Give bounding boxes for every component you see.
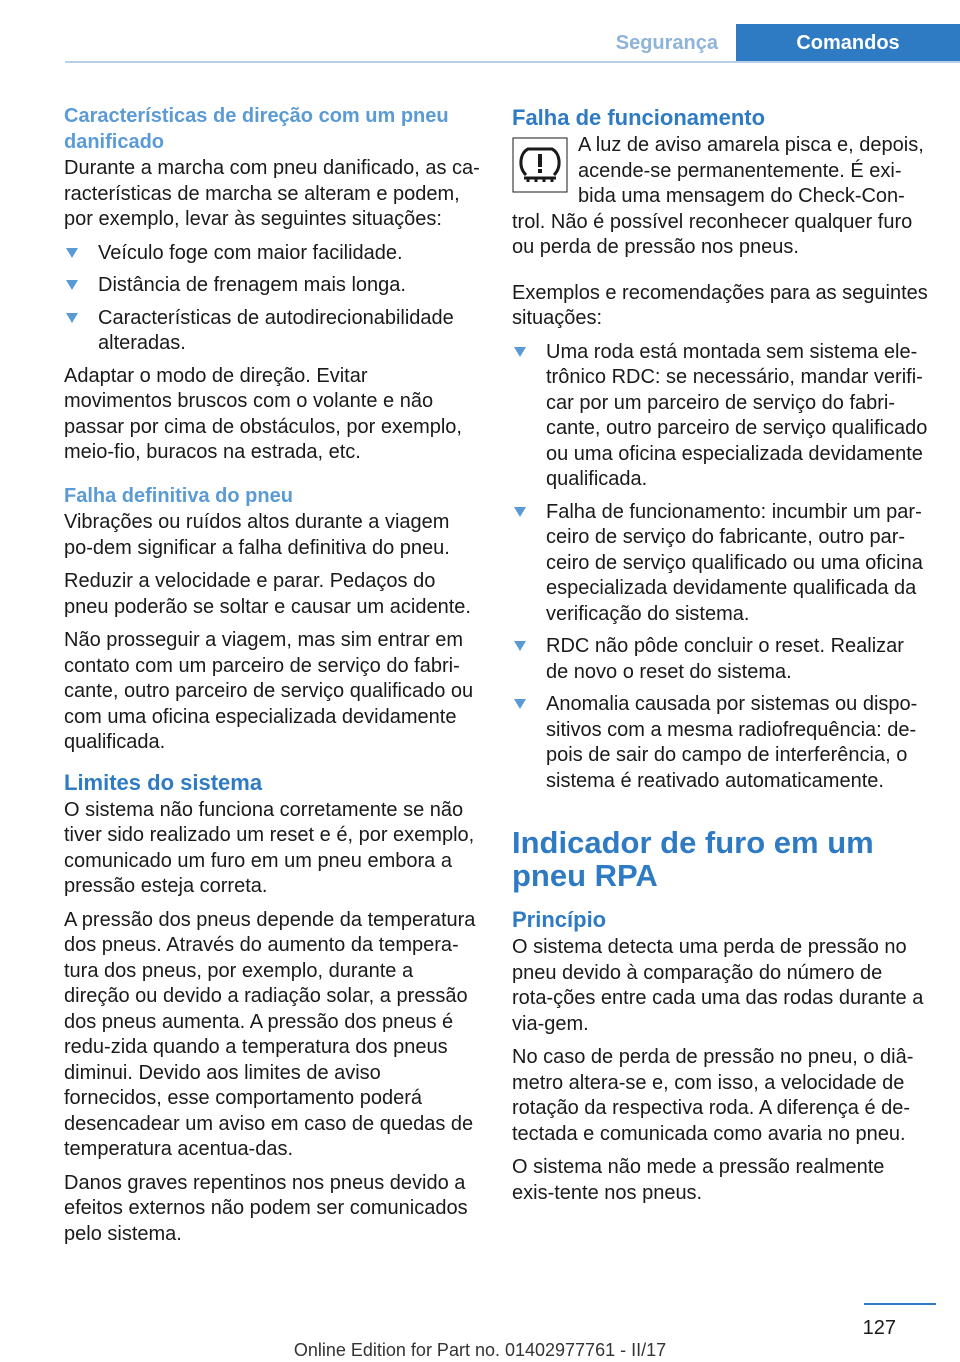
triangle-down-icon xyxy=(66,248,78,258)
list-item: RDC não pôde concluir o reset. Realizar de novo o reset do sistema. xyxy=(512,634,928,685)
triangle-down-icon xyxy=(514,641,526,651)
paragraph-principle-2: No caso de perda de pressão no pneu, o diâ-metro altera-se e, com isso, a velocidade de rotação da respectiva roda. A diferença é de-tectada e comunicada como avaria no pneu. xyxy=(512,1046,914,1145)
bullet-list-examples xyxy=(512,340,928,795)
paragraph-principle-3: O sistema não mede a pressão realmente exis-tente nos pneus. xyxy=(512,1156,885,1204)
paragraph-limits-1: O sistema não funciona corretamente se não tiver sido realizado um reset e é, por exemplo, comunicado um furo em um pneu embora a pressão esteja correta. xyxy=(64,798,475,897)
list-item: Características de autodirecionabilidade alteradas. xyxy=(64,306,480,357)
list-item: Falha de funcionamento: incumbir um par-ceiro de serviço do fabricante, outro par-ceiro de serviço qualificado ou uma oficina especializada devidamente qualificada da verificação do sistema. xyxy=(512,500,928,628)
heading-steering-characteristics: Características de direção com um pneu danificado xyxy=(64,105,449,153)
malfunction-block xyxy=(512,133,928,269)
paragraph-malfunction: A luz de aviso amarela pisca e, depois, acende-se permanentemente. É exi-bida uma mensagem do Check-Con-trol. Não é possível reconhecer qualquer furo ou perda de pressão nos pneus. xyxy=(512,134,924,258)
header-rule xyxy=(65,61,960,63)
bullet-list-steering xyxy=(64,241,480,357)
triangle-down-icon xyxy=(514,699,526,709)
paragraph-failure-2: Reduzir a velocidade e parar. Pedaços do pneu poderão se soltar e causar um acidente. xyxy=(64,570,471,618)
heading-system-limits: Limites do sistema xyxy=(64,769,263,795)
list-item: Anomalia causada por sistemas ou dispo-sitivos com a mesma radiofrequência: de-pois de sair do campo de interferência, o sistema é reativado automaticamente. xyxy=(512,692,928,794)
triangle-down-icon xyxy=(514,347,526,357)
heading-malfunction: Falha de funcionamento xyxy=(512,105,766,130)
triangle-down-icon xyxy=(66,280,78,290)
list-item: Veículo foge com maior facilidade. xyxy=(64,241,480,267)
page-number: 127 xyxy=(862,1317,896,1339)
heading-tire-failure: Falha definitiva do pneu xyxy=(64,484,293,507)
paragraph-principle-1: O sistema detecta uma perda de pressão no pneu devido à comparação do número de rota-ções entre cada uma das rodas durante a via-gem. xyxy=(512,936,924,1035)
header-tabs xyxy=(616,24,960,62)
list-item: Distância de frenagem mais longa. xyxy=(64,273,480,299)
edition-footer: Online Edition for Part no. 01402977761 - II/17 xyxy=(293,1340,667,1360)
paragraph-steering: Durante a marcha com pneu danificado, as ca-racterísticas de marcha se alteram e podem, por exemplo, levar às seguintes situações: xyxy=(64,157,480,230)
left-column xyxy=(64,104,480,1255)
triangle-down-icon xyxy=(514,507,526,517)
paragraph-adapt-driving: Adaptar o modo de direção. Evitar movimentos bruscos com o volante e não passar por cima de obstáculos, por exemplo, meio-fio, buracos na estrada, etc. xyxy=(64,364,462,463)
right-column xyxy=(512,104,928,1214)
tire-pressure-warning-icon xyxy=(512,137,568,193)
triangle-down-icon xyxy=(66,313,78,323)
tab-seguranca: Segurança xyxy=(615,32,718,54)
tab-comandos: Comandos xyxy=(736,24,960,62)
heading-rpa-chapter: Indicador de furo em um pneu RPA xyxy=(512,825,874,893)
paragraph-failure-3: Não prosseguir a viagem, mas sim entrar em contato com um parceiro de serviço do fabri-cante, outro parceiro de serviço qualificado ou com uma oficina especializada devidamente qualificada. xyxy=(64,629,474,753)
paragraph-limits-2: A pressão dos pneus depende da temperatura dos pneus. Através do aumento da tempera-tura dos pneus, por exemplo, durante a direção ou devido a radiação solar, a pressão dos pneus aumenta. A pressão dos pneus é redu-zida quando a temperatura dos pneus diminui. Devido aos limites de aviso fornecidos, esse comportamento poderá desencadear um aviso em caso de quedas de temperatura acentua-das. xyxy=(64,908,476,1160)
paragraph-failure-1: Vibrações ou ruídos altos durante a viagem po-dem significar a falha definitiva do pneu. xyxy=(64,511,450,559)
list-item: Uma roda está montada sem sistema ele-trônico RDC: se necessário, mandar verifi-car por um parceiro de serviço do fabri-cante, outro parceiro de serviço qualificado ou uma oficina especializada devidamente qualificada. xyxy=(512,340,928,493)
heading-principle: Princípio xyxy=(512,907,607,932)
footer-rule xyxy=(864,1303,936,1305)
paragraph-examples: Exemplos e recomendações para as seguintes situações: xyxy=(512,281,928,329)
paragraph-limits-3: Danos graves repentinos nos pneus devido a efeitos externos não podem ser comunicados pelo sistema. xyxy=(64,1171,468,1245)
